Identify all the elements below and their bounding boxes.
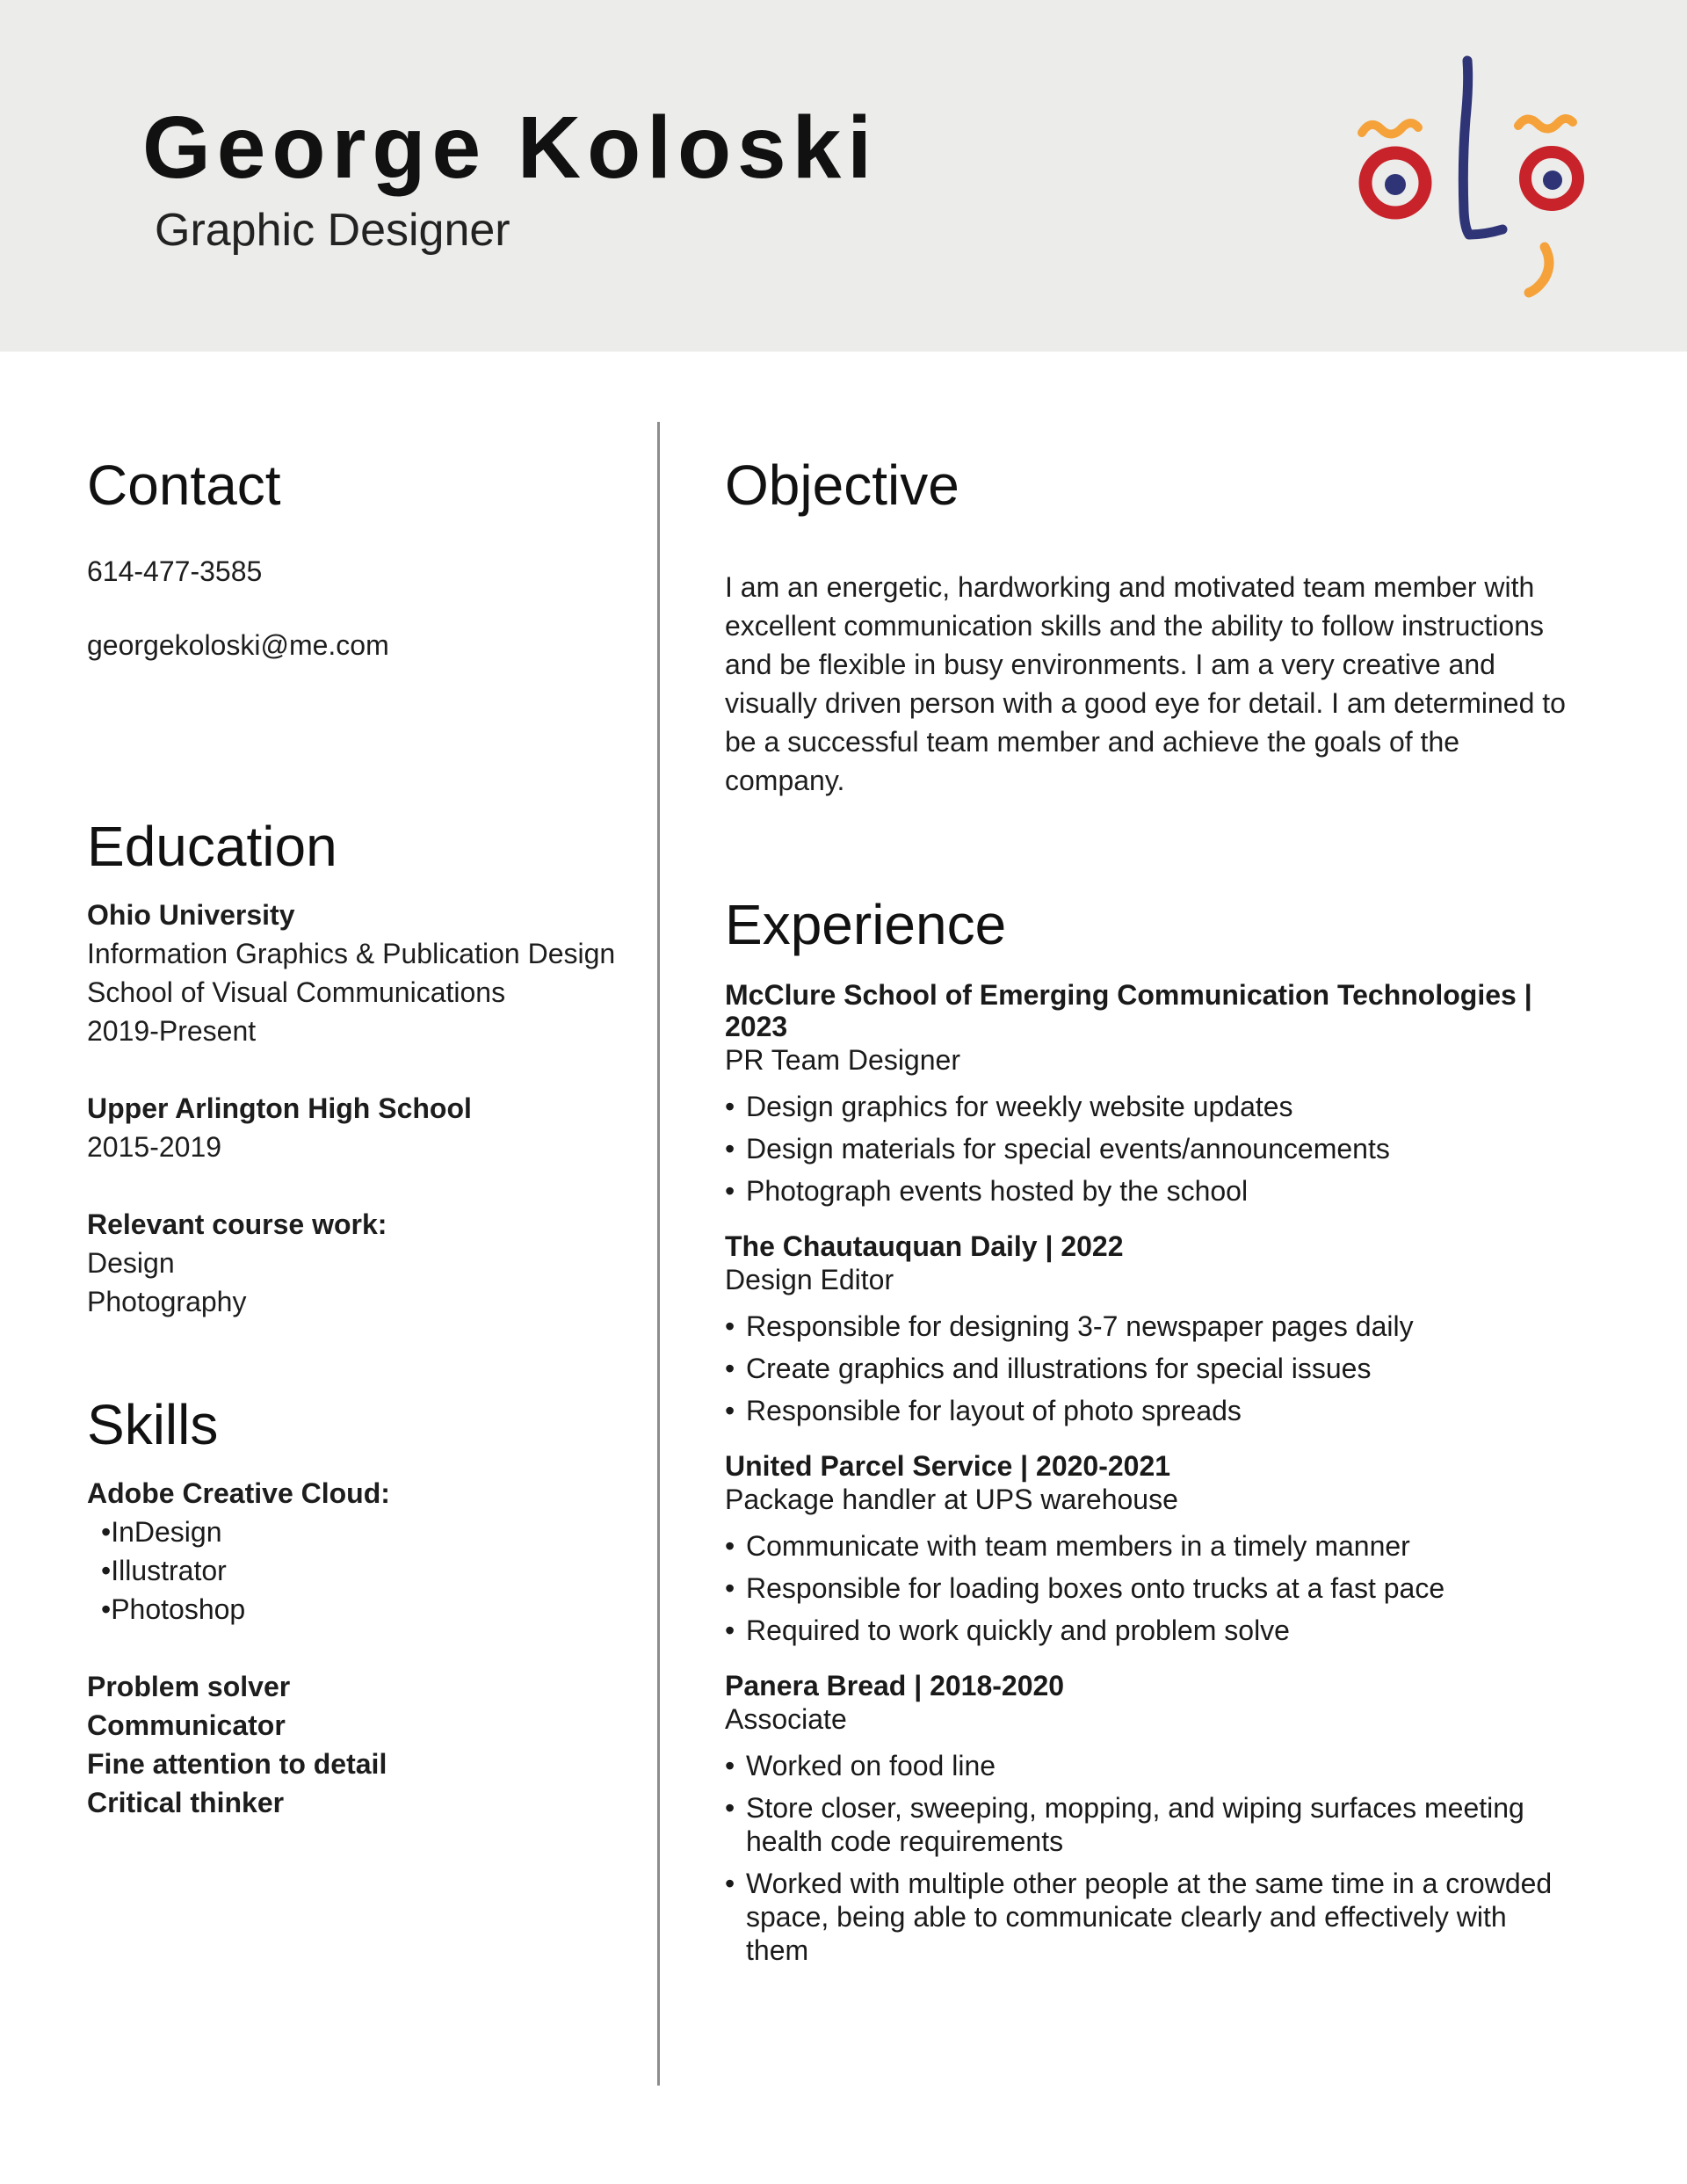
job-bullet: • Communicate with team members in a timely manner (725, 1529, 1568, 1563)
skill-trait: Fine attention to detail (87, 1748, 387, 1780)
job-bullet: • Worked with multiple other people at the same time in a crowded space, being able to communicate clearly and effectively with them (725, 1867, 1568, 1967)
job-bullet: • Responsible for layout of photo spreads (725, 1394, 1568, 1427)
right-column (725, 453, 1568, 1976)
coursework-item: Photography (87, 1286, 247, 1317)
skill-trait: Communicator (87, 1709, 286, 1741)
software-item: •Illustrator (101, 1555, 227, 1586)
coursework-item: Design (87, 1247, 175, 1279)
skills-heading: Skills (87, 1393, 219, 1456)
software-label: Adobe Creative Cloud: (87, 1477, 390, 1509)
skill-trait: Critical thinker (87, 1787, 285, 1818)
left-column (87, 453, 632, 1822)
software-item: •Photoshop (101, 1593, 246, 1625)
software-item: •InDesign (101, 1516, 222, 1548)
school-name: Upper Arlington High School (87, 1092, 472, 1124)
resume-role: Graphic Designer (155, 205, 510, 256)
job-position: Package handler at UPS warehouse (725, 1484, 1178, 1515)
contact-email: georgekoloski@me.com (87, 629, 389, 661)
column-divider (657, 422, 660, 2086)
job-position: Design Editor (725, 1264, 894, 1295)
school-program: Information Graphics & Publication Design (87, 938, 616, 969)
job-bullet: • Design materials for special events/announcements (725, 1132, 1568, 1165)
job-position: Associate (725, 1703, 847, 1735)
education-ohio-university (87, 896, 632, 1050)
job-position: PR Team Designer (725, 1044, 960, 1076)
objective-text: I am an energetic, hardworking and motivated team member with excellent communication skills and the ability to follow instructions and be flexible in busy environments. I am a very creative and visually driven person with a good eye for detail. I am determined to be a successful team member and achieve the goals of the company. (725, 571, 1566, 796)
education-heading: Education (87, 815, 337, 878)
skill-trait: Problem solver (87, 1671, 291, 1702)
school-department: School of Visual Communications (87, 976, 506, 1008)
school-years: 2015-2019 (87, 1131, 222, 1163)
skills-software (87, 1474, 632, 1629)
job-bullets (725, 1529, 1568, 1647)
job-title: The Chautauquan Daily | 2022 (725, 1230, 1124, 1262)
education-coursework (87, 1205, 632, 1321)
job-entry (725, 1230, 1568, 1427)
school-years: 2019-Present (87, 1015, 257, 1047)
job-bullet: • Responsible for loading boxes onto trucks at a fast pace (725, 1571, 1568, 1605)
face-logo-icon (1344, 48, 1590, 308)
objective-heading: Objective (725, 453, 959, 517)
job-bullet: • Photograph events hosted by the school (725, 1174, 1568, 1208)
job-bullet: • Responsible for designing 3-7 newspaper pages daily (725, 1310, 1568, 1343)
job-bullet: • Required to work quickly and problem solve (725, 1614, 1568, 1647)
resume-name: George Koloski (142, 98, 879, 197)
coursework-label: Relevant course work: (87, 1208, 387, 1240)
contact-phone: 614-477-3585 (87, 555, 263, 587)
job-bullets (725, 1090, 1568, 1208)
skills-traits (87, 1667, 632, 1822)
job-entry (725, 1670, 1568, 1967)
job-title: McClure School of Emerging Communication Technologies | 2023 (725, 979, 1532, 1042)
job-bullet: • Design graphics for weekly website updates (725, 1090, 1568, 1123)
job-title: United Parcel Service | 2020-2021 (725, 1450, 1171, 1482)
job-entry (725, 1450, 1568, 1647)
job-bullets (725, 1749, 1568, 1967)
experience-heading: Experience (725, 893, 1007, 956)
job-bullet: • Store closer, sweeping, mopping, and wiping surfaces meeting health code requirements (725, 1791, 1568, 1858)
job-bullet: • Create graphics and illustrations for special issues (725, 1352, 1568, 1385)
job-bullets (725, 1310, 1568, 1427)
job-title: Panera Bread | 2018-2020 (725, 1670, 1065, 1701)
school-name: Ohio University (87, 899, 295, 931)
resume-header (0, 0, 1687, 352)
education-high-school (87, 1089, 632, 1166)
contact-heading: Contact (87, 453, 281, 517)
job-bullet: • Worked on food line (725, 1749, 1568, 1782)
job-entry (725, 979, 1568, 1208)
